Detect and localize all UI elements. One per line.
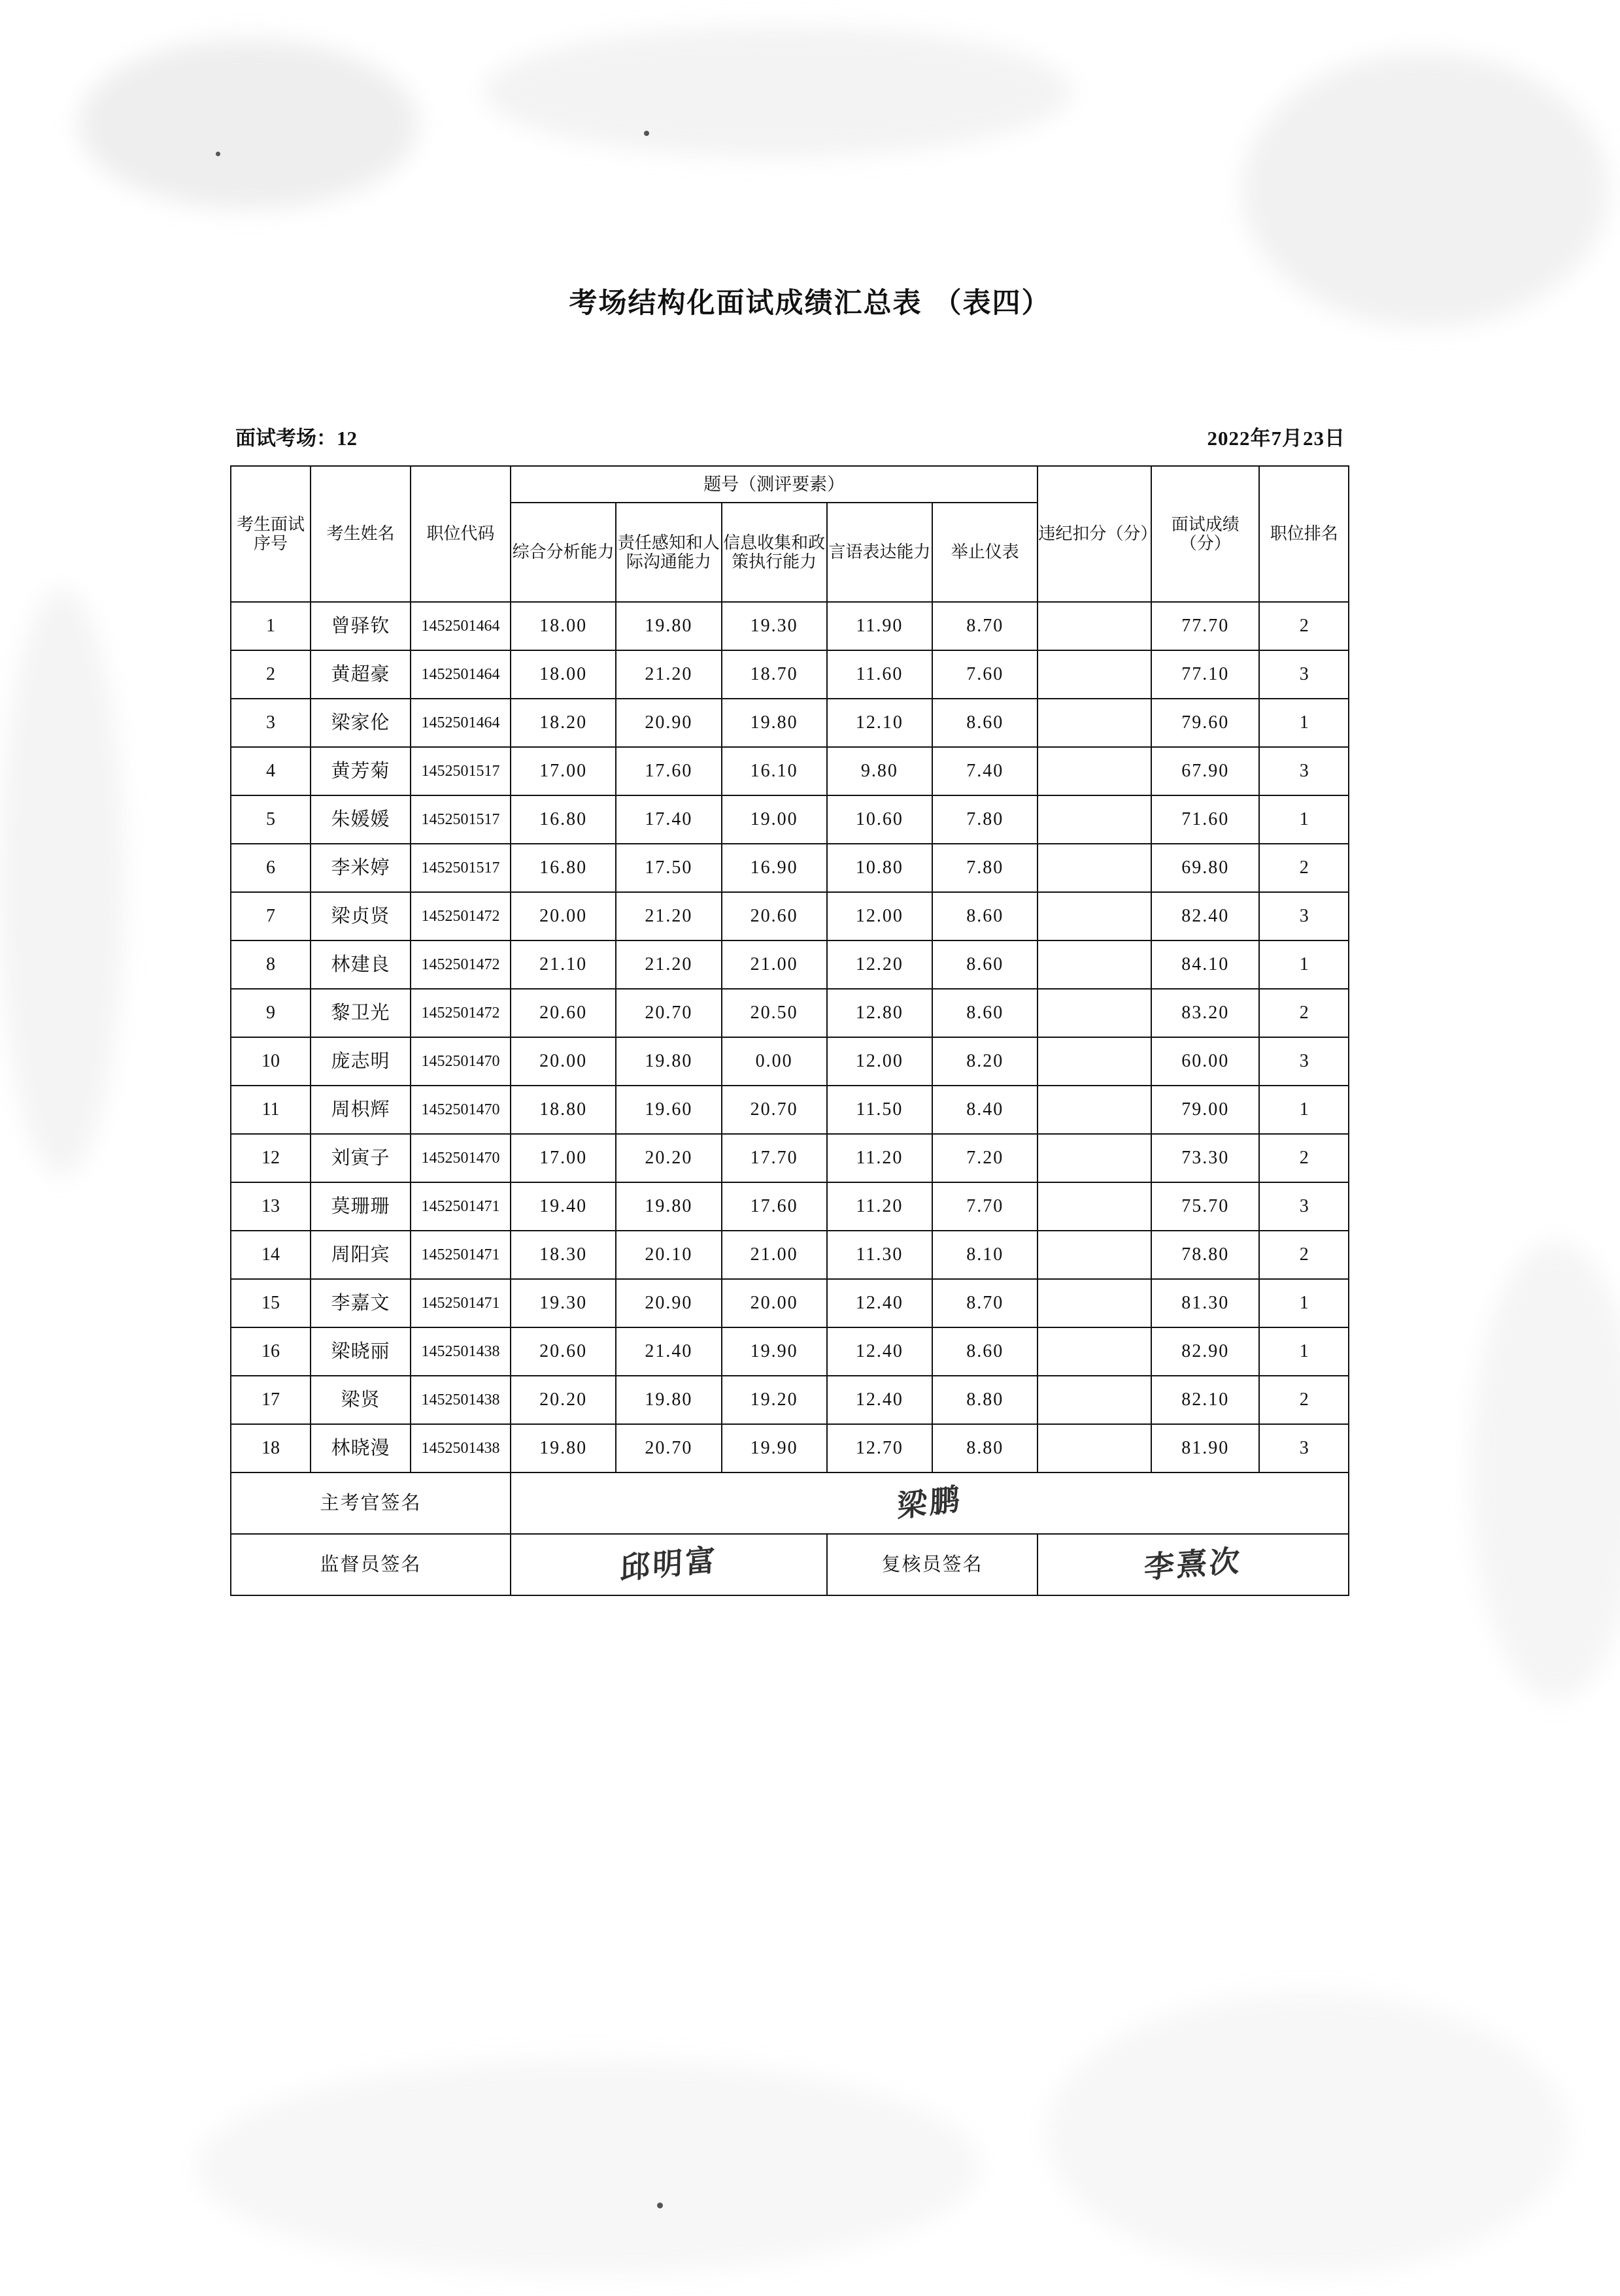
cell-code: 1452501438 (411, 1424, 511, 1472)
supervisor-label: 监督员签名 (231, 1534, 511, 1595)
cell-rank: 1 (1259, 1279, 1349, 1327)
cell-q4: 12.00 (827, 892, 932, 940)
cell-seq: 1 (231, 602, 311, 650)
cell-total: 82.90 (1151, 1327, 1259, 1376)
cell-rank: 3 (1259, 892, 1349, 940)
cell-q2: 20.90 (616, 699, 721, 747)
header-q4: 言语表达能力 (827, 503, 932, 602)
cell-q4: 12.70 (827, 1424, 932, 1472)
cell-q3: 20.50 (722, 989, 827, 1037)
reviewer-signature-area[interactable] (1038, 1534, 1349, 1595)
cell-rank: 1 (1259, 940, 1349, 989)
cell-q5: 8.60 (932, 940, 1038, 989)
cell-name: 李米婷 (311, 844, 411, 892)
cell-q3: 20.60 (722, 892, 827, 940)
cell-penalty (1038, 1327, 1151, 1376)
table-row (231, 1327, 1349, 1376)
cell-name: 周阳宾 (311, 1231, 411, 1279)
cell-name: 黄芳菊 (311, 747, 411, 795)
table-row (231, 844, 1349, 892)
supervisor-signature-area[interactable] (511, 1534, 827, 1595)
cell-rank: 3 (1259, 1037, 1349, 1086)
cell-seq: 4 (231, 747, 311, 795)
cell-q2: 19.80 (616, 1182, 721, 1231)
cell-seq: 7 (231, 892, 311, 940)
cell-penalty (1038, 1134, 1151, 1182)
cell-total: 75.70 (1151, 1182, 1259, 1231)
table-row (231, 1037, 1349, 1086)
cell-q1: 20.00 (511, 892, 616, 940)
cell-q1: 16.80 (511, 844, 616, 892)
cell-q2: 19.60 (616, 1086, 721, 1134)
cell-code: 1452501470 (411, 1037, 511, 1086)
cell-seq: 14 (231, 1231, 311, 1279)
cell-code: 1452501438 (411, 1327, 511, 1376)
cell-penalty (1038, 1279, 1151, 1327)
scan-artifact (78, 39, 418, 209)
header-code: 职位代码 (411, 466, 511, 602)
cell-name: 林建良 (311, 940, 411, 989)
cell-name: 黎卫光 (311, 989, 411, 1037)
cell-total: 83.20 (1151, 989, 1259, 1037)
cell-name: 林晓漫 (311, 1424, 411, 1472)
cell-code: 1452501438 (411, 1376, 511, 1424)
table-row (231, 747, 1349, 795)
cell-q5: 7.20 (932, 1134, 1038, 1182)
cell-penalty (1038, 1424, 1151, 1472)
reviewer-label: 复核员签名 (827, 1534, 1038, 1595)
cell-penalty (1038, 940, 1151, 989)
cell-q4: 11.20 (827, 1182, 932, 1231)
cell-total: 81.90 (1151, 1424, 1259, 1472)
cell-total: 79.60 (1151, 699, 1259, 747)
cell-name: 莫珊珊 (311, 1182, 411, 1231)
cell-q4: 11.90 (827, 602, 932, 650)
scan-speck (216, 152, 220, 156)
cell-rank: 3 (1259, 650, 1349, 699)
table-row (231, 1376, 1349, 1424)
cell-seq: 6 (231, 844, 311, 892)
cell-q2: 20.70 (616, 1424, 721, 1472)
cell-penalty (1038, 650, 1151, 699)
cell-q1: 20.60 (511, 989, 616, 1037)
cell-q4: 11.20 (827, 1134, 932, 1182)
scan-speck (644, 131, 649, 136)
cell-total: 81.30 (1151, 1279, 1259, 1327)
header-rank: 职位排名 (1259, 466, 1349, 602)
header-q5: 举止仪表 (932, 503, 1038, 602)
header-q3: 信息收集和政策执行能力 (722, 503, 827, 602)
cell-code: 1452501517 (411, 795, 511, 844)
cell-q5: 8.40 (932, 1086, 1038, 1134)
cell-q1: 18.30 (511, 1231, 616, 1279)
cell-q2: 20.70 (616, 989, 721, 1037)
cell-penalty (1038, 602, 1151, 650)
table-row (231, 1182, 1349, 1231)
cell-penalty (1038, 892, 1151, 940)
cell-q4: 12.80 (827, 989, 932, 1037)
cell-q5: 8.80 (932, 1376, 1038, 1424)
cell-rank: 2 (1259, 1231, 1349, 1279)
table-row (231, 1231, 1349, 1279)
cell-total: 67.90 (1151, 747, 1259, 795)
cell-penalty (1038, 747, 1151, 795)
cell-total: 79.00 (1151, 1086, 1259, 1134)
cell-seq: 17 (231, 1376, 311, 1424)
cell-q1: 17.00 (511, 747, 616, 795)
cell-name: 庞志明 (311, 1037, 411, 1086)
cell-penalty (1038, 795, 1151, 844)
cell-code: 1452501464 (411, 602, 511, 650)
table-header-group-row (231, 466, 1349, 503)
header-total: 面试成绩（分） (1151, 466, 1259, 602)
cell-name: 梁家伦 (311, 699, 411, 747)
cell-q5: 8.70 (932, 1279, 1038, 1327)
cell-seq: 11 (231, 1086, 311, 1134)
header-question-group: 题号（测评要素） (511, 466, 1038, 503)
cell-total: 69.80 (1151, 844, 1259, 892)
cell-q1: 18.00 (511, 602, 616, 650)
cell-q3: 19.20 (722, 1376, 827, 1424)
cell-q4: 9.80 (827, 747, 932, 795)
cell-rank: 2 (1259, 1376, 1349, 1424)
chief-examiner-row (231, 1472, 1349, 1534)
cell-seq: 16 (231, 1327, 311, 1376)
cell-name: 梁贞贤 (311, 892, 411, 940)
cell-penalty (1038, 1182, 1151, 1231)
cell-q4: 12.00 (827, 1037, 932, 1086)
cell-total: 60.00 (1151, 1037, 1259, 1086)
cell-q1: 21.10 (511, 940, 616, 989)
cell-q2: 19.80 (616, 602, 721, 650)
cell-code: 1452501472 (411, 892, 511, 940)
cell-rank: 1 (1259, 699, 1349, 747)
scan-artifact (0, 588, 124, 1176)
cell-total: 71.60 (1151, 795, 1259, 844)
cell-q5: 7.60 (932, 650, 1038, 699)
cell-name: 曾驿钦 (311, 602, 411, 650)
cell-name: 李嘉文 (311, 1279, 411, 1327)
cell-q5: 8.60 (932, 699, 1038, 747)
cell-rank: 2 (1259, 989, 1349, 1037)
cell-seq: 15 (231, 1279, 311, 1327)
cell-rank: 1 (1259, 1086, 1349, 1134)
cell-total: 82.40 (1151, 892, 1259, 940)
cell-seq: 12 (231, 1134, 311, 1182)
header-q1: 综合分析能力 (511, 503, 616, 602)
cell-q2: 20.10 (616, 1231, 721, 1279)
reviewer-signature: 李熹次 (1143, 1542, 1243, 1586)
cell-rank: 3 (1259, 747, 1349, 795)
cell-code: 1452501517 (411, 844, 511, 892)
cell-q1: 19.30 (511, 1279, 616, 1327)
cell-q4: 10.80 (827, 844, 932, 892)
header-q2: 责任感知和人际沟通能力 (616, 503, 721, 602)
cell-q3: 0.00 (722, 1037, 827, 1086)
table-row (231, 795, 1349, 844)
table-row (231, 650, 1349, 699)
cell-q5: 7.80 (932, 844, 1038, 892)
table-row (231, 1134, 1349, 1182)
cell-code: 1452501471 (411, 1231, 511, 1279)
chief-examiner-signature-area[interactable] (511, 1472, 1349, 1534)
cell-seq: 8 (231, 940, 311, 989)
cell-seq: 13 (231, 1182, 311, 1231)
cell-q4: 11.60 (827, 650, 932, 699)
cell-penalty (1038, 1037, 1151, 1086)
cell-q3: 19.90 (722, 1424, 827, 1472)
cell-code: 1452501517 (411, 747, 511, 795)
cell-q5: 8.60 (932, 1327, 1038, 1376)
cell-q3: 16.10 (722, 747, 827, 795)
cell-total: 77.10 (1151, 650, 1259, 699)
cell-q4: 11.30 (827, 1231, 932, 1279)
cell-q3: 20.70 (722, 1086, 827, 1134)
cell-q3: 21.00 (722, 1231, 827, 1279)
cell-q1: 19.80 (511, 1424, 616, 1472)
cell-seq: 2 (231, 650, 311, 699)
cell-penalty (1038, 1376, 1151, 1424)
table-row (231, 699, 1349, 747)
table-row (231, 1086, 1349, 1134)
cell-rank: 3 (1259, 1424, 1349, 1472)
cell-total: 82.10 (1151, 1376, 1259, 1424)
table-row (231, 1424, 1349, 1472)
chief-examiner-label: 主考官签名 (231, 1472, 511, 1534)
scan-artifact (196, 2059, 981, 2274)
cell-q2: 20.20 (616, 1134, 721, 1182)
cell-q1: 19.40 (511, 1182, 616, 1231)
header-penalty: 违纪扣分（分） (1038, 466, 1151, 602)
cell-q4: 11.50 (827, 1086, 932, 1134)
meta-row (235, 422, 1345, 451)
cell-q4: 12.40 (827, 1279, 932, 1327)
cell-seq: 10 (231, 1037, 311, 1086)
cell-q2: 21.20 (616, 892, 721, 940)
cell-code: 1452501472 (411, 940, 511, 989)
cell-name: 梁贤 (311, 1376, 411, 1424)
interview-score-table (230, 465, 1349, 1596)
cell-code: 1452501464 (411, 650, 511, 699)
cell-q3: 19.80 (722, 699, 827, 747)
cell-q5: 8.70 (932, 602, 1038, 650)
cell-name: 周枳辉 (311, 1086, 411, 1134)
table-row (231, 892, 1349, 940)
cell-q4: 12.40 (827, 1327, 932, 1376)
cell-rank: 2 (1259, 1134, 1349, 1182)
cell-q2: 17.40 (616, 795, 721, 844)
cell-penalty (1038, 844, 1151, 892)
cell-name: 梁晓丽 (311, 1327, 411, 1376)
cell-q3: 17.60 (722, 1182, 827, 1231)
cell-code: 1452501470 (411, 1134, 511, 1182)
scan-speck (657, 2203, 663, 2208)
cell-q1: 20.60 (511, 1327, 616, 1376)
cell-q5: 7.40 (932, 747, 1038, 795)
scan-artifact (1046, 1993, 1569, 2274)
cell-rank: 2 (1259, 844, 1349, 892)
table-row (231, 940, 1349, 989)
cell-q1: 18.80 (511, 1086, 616, 1134)
cell-q2: 17.60 (616, 747, 721, 795)
cell-total: 78.80 (1151, 1231, 1259, 1279)
cell-q5: 8.60 (932, 989, 1038, 1037)
cell-rank: 3 (1259, 1182, 1349, 1231)
cell-code: 1452501464 (411, 699, 511, 747)
cell-q2: 19.80 (616, 1037, 721, 1086)
supervisor-signature: 邱明富 (619, 1542, 718, 1586)
cell-penalty (1038, 1086, 1151, 1134)
cell-q5: 8.80 (932, 1424, 1038, 1472)
cell-q5: 7.70 (932, 1182, 1038, 1231)
page-title: 考场结构化面试成绩汇总表 （表四） (569, 287, 1051, 320)
cell-penalty (1038, 699, 1151, 747)
cell-q2: 20.90 (616, 1279, 721, 1327)
cell-q1: 16.80 (511, 795, 616, 844)
cell-q5: 8.60 (932, 892, 1038, 940)
cell-q1: 20.00 (511, 1037, 616, 1086)
document-date: 2022年7月23日 (1207, 427, 1345, 450)
cell-q1: 18.20 (511, 699, 616, 747)
cell-q2: 21.40 (616, 1327, 721, 1376)
cell-name: 朱媛媛 (311, 795, 411, 844)
cell-q3: 16.90 (722, 844, 827, 892)
cell-code: 1452501471 (411, 1279, 511, 1327)
cell-q3: 18.70 (722, 650, 827, 699)
header-name: 考生姓名 (311, 466, 411, 602)
cell-q5: 8.10 (932, 1231, 1038, 1279)
cell-code: 1452501472 (411, 989, 511, 1037)
table-row (231, 989, 1349, 1037)
cell-q1: 18.00 (511, 650, 616, 699)
cell-seq: 18 (231, 1424, 311, 1472)
cell-q4: 12.20 (827, 940, 932, 989)
cell-q3: 19.90 (722, 1327, 827, 1376)
cell-name: 黄超豪 (311, 650, 411, 699)
cell-q5: 8.20 (932, 1037, 1038, 1086)
cell-penalty (1038, 989, 1151, 1037)
cell-total: 73.30 (1151, 1134, 1259, 1182)
cell-q2: 19.80 (616, 1376, 721, 1424)
cell-total: 84.10 (1151, 940, 1259, 989)
cell-q3: 19.30 (722, 602, 827, 650)
cell-q3: 20.00 (722, 1279, 827, 1327)
cell-q4: 12.10 (827, 699, 932, 747)
cell-seq: 5 (231, 795, 311, 844)
cell-q4: 10.60 (827, 795, 932, 844)
cell-q3: 19.00 (722, 795, 827, 844)
cell-total: 77.70 (1151, 602, 1259, 650)
cell-q3: 21.00 (722, 940, 827, 989)
cell-rank: 2 (1259, 602, 1349, 650)
cell-code: 1452501470 (411, 1086, 511, 1134)
chief-examiner-signature: 梁鹏 (896, 1480, 963, 1525)
cell-q2: 21.20 (616, 940, 721, 989)
cell-q1: 20.20 (511, 1376, 616, 1424)
cell-q2: 21.20 (616, 650, 721, 699)
interview-room-label: 面试考场：12 (235, 427, 357, 450)
cell-rank: 1 (1259, 1327, 1349, 1376)
cell-q4: 12.40 (827, 1376, 932, 1424)
cell-seq: 9 (231, 989, 311, 1037)
cell-q5: 7.80 (932, 795, 1038, 844)
cell-penalty (1038, 1231, 1151, 1279)
cell-q1: 17.00 (511, 1134, 616, 1182)
cell-seq: 3 (231, 699, 311, 747)
cell-q2: 17.50 (616, 844, 721, 892)
scan-artifact (484, 26, 1072, 157)
table-row (231, 602, 1349, 650)
cell-rank: 1 (1259, 795, 1349, 844)
cell-code: 1452501471 (411, 1182, 511, 1231)
table-row (231, 1279, 1349, 1327)
cell-q3: 17.70 (722, 1134, 827, 1182)
supervisor-reviewer-row (231, 1534, 1349, 1595)
cell-name: 刘寅子 (311, 1134, 411, 1182)
scan-artifact (1471, 1242, 1620, 1699)
header-seq: 考生面试序号 (231, 466, 311, 602)
